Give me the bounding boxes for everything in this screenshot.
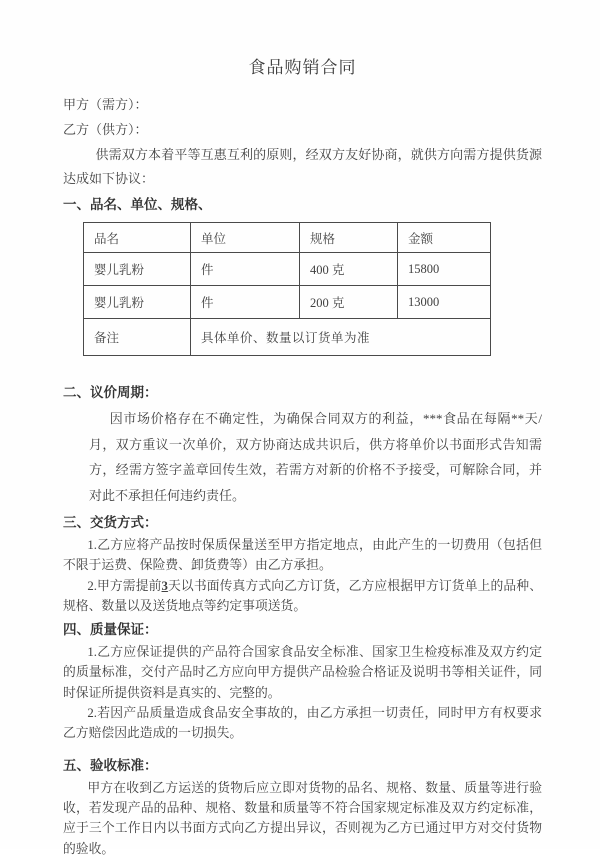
section-1-heading: 一、品名、单位、规格、 — [63, 197, 212, 212]
section-3-item-1: 1.乙方应将产品按时保质保量送至甲方指定地点，由此产生的一切费用（包括但不限于运费、保险费、卸货费等）由乙方承担。 — [63, 538, 542, 573]
section-5-heading: 五、验收标准： — [63, 757, 158, 773]
table-header-row — [84, 223, 491, 253]
section-3-item-2 — [63, 576, 542, 617]
cell-product: 婴儿乳粉 — [84, 286, 191, 319]
section-3-heading: 三、交货方式： — [63, 515, 158, 530]
advance-days-value: 3 — [161, 578, 168, 593]
party-a-line: 甲方（需方）： — [63, 97, 148, 112]
header-cell-spec: 规格 — [300, 223, 398, 253]
cell-amount: 15800 — [398, 253, 491, 286]
table-row — [84, 253, 491, 286]
intro-paragraph: 供需双方本着平等互惠互利的原则，经双方友好协商，就供方向需方提供货源达成如下协议： — [63, 147, 542, 186]
header-cell-amount: 金额 — [398, 223, 491, 253]
cell-spec: 400 克 — [300, 253, 398, 286]
cell-spec: 200 克 — [300, 286, 398, 319]
party-b-line: 乙方（供方）： — [63, 122, 148, 137]
section-4-heading: 四、质量保证： — [63, 622, 158, 638]
table-note-row — [84, 319, 491, 356]
products-table — [83, 222, 491, 356]
cell-amount: 13000 — [398, 286, 491, 319]
item-2-text-before: 2.甲方需提前 — [87, 578, 162, 593]
header-cell-unit: 单位 — [191, 223, 300, 253]
note-label-cell: 备注 — [84, 319, 191, 356]
table-row — [84, 286, 491, 319]
document-title: 食品购销合同 — [248, 58, 357, 77]
note-value-cell: 具体单价、数量以订货单为准 — [191, 319, 491, 356]
cell-unit: 件 — [191, 286, 300, 319]
section-4-item-1: 1.乙方应保证提供的产品符合国家食品安全标准、国家卫生检疫标准及双方约定的质量标准，交付产品时乙方应向甲方提供产品检验合格证及说明书等相关证件，同时保证所提供资料是真实的、完整的。 — [63, 645, 542, 700]
section-4-item-2: 2.若因产品质量造成食品安全事故的，由乙方承担一切责任，同时甲方有权要求乙方赔偿因此造成的一切损失。 — [63, 706, 542, 741]
section-2-paragraph: 因市场价格存在不确定性，为确保合同双方的利益，***食品在每隔**天/月，双方重议一次单价，双方协商达成共识后，供方将单价以书面形式告知需方，经需方签字盖章回传生效，若需方对新的价格不予接受，可解除合同，并对此不承担任何违约责任。 — [89, 411, 542, 503]
header-cell-product: 品名 — [84, 223, 191, 253]
section-5-paragraph: 甲方在收到乙方运送的货物后应立即对货物的品名、规格、数量、质量等进行验收，若发现产品的品种、规格、数量和质量等不符合国家规定标准及双方约定标准，应于三个工作日内以书面方式向乙方提出异议，否则视为乙方已通过甲方对交付货物的验收。 — [63, 780, 542, 856]
section-2-heading: 二、议价周期： — [63, 385, 158, 400]
item-2-text-after: 天以书面传真方式向乙方订货，乙方应根据甲方订货单上的品种、规格、数量以及送货地点等约定事项送货。 — [63, 578, 542, 613]
cell-unit: 件 — [191, 253, 300, 286]
cell-product: 婴儿乳粉 — [84, 253, 191, 286]
